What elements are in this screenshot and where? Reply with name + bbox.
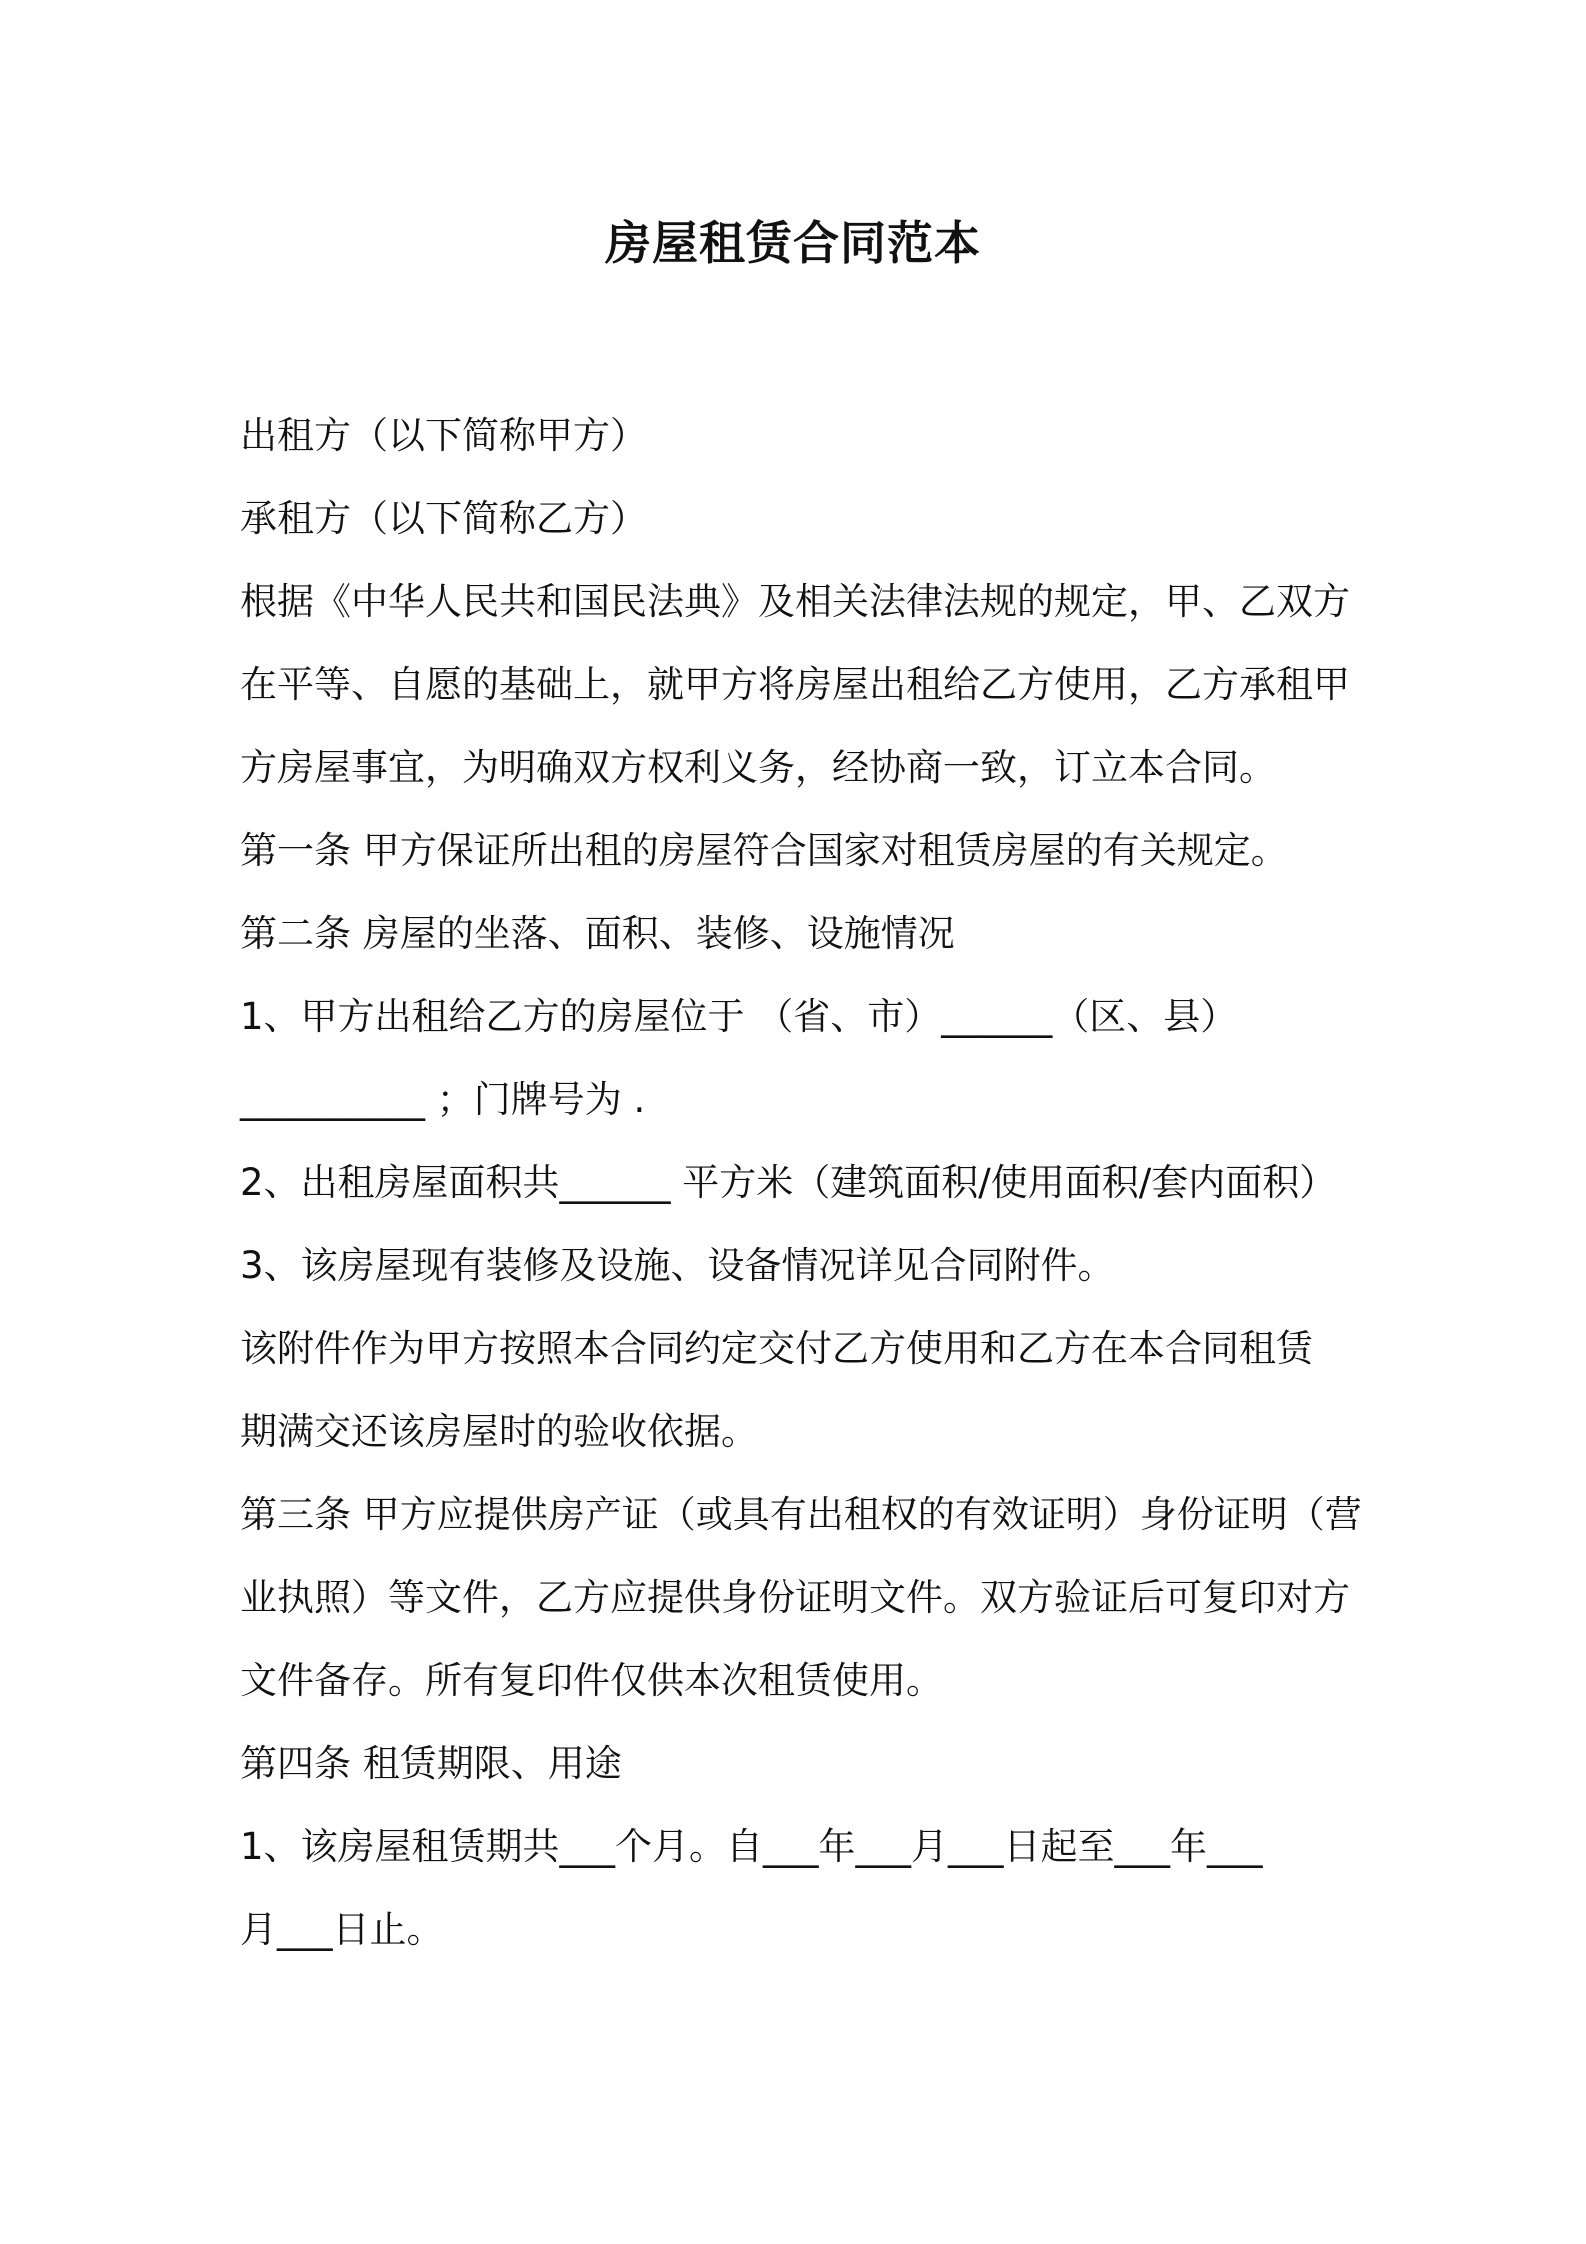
text-line-article-2: 第二条 房屋的坐落、面积、装修、设施情况 [240, 912, 955, 955]
text-line-attachment-1: 该附件作为甲方按照本合同约定交付乙方使用和乙方在本合同租赁 [240, 1327, 1313, 1370]
text-line-term-2: 月___日止。 [240, 1908, 444, 1951]
text-line-preamble-2: 在平等、自愿的基础上，就甲方将房屋出租给乙方使用，乙方承租甲 [240, 663, 1350, 706]
text-line-lessee: 承租方（以下简称乙方） [240, 497, 647, 540]
text-line-article-3-2: 业执照）等文件，乙方应提供身份证明文件。双方验证后可复印对方 [240, 1576, 1350, 1619]
text-line-article-3-1: 第三条 甲方应提供房产证（或具有出租权的有效证明）身份证明（营 [240, 1493, 1362, 1536]
text-line-location: 1、甲方出租给乙方的房屋位于 （省、市）______（区、县） [240, 995, 1238, 1038]
text-line-article-1: 第一条 甲方保证所出租的房屋符合国家对租赁房屋的有关规定。 [240, 829, 1288, 872]
text-line-door-number: __________ ；门牌号为 . [240, 1078, 646, 1121]
text-line-area: 2、出租房屋面积共______ 平方米（建筑面积/使用面积/套内面积） [240, 1161, 1337, 1204]
document-title: 房屋租赁合同范本 [605, 216, 981, 270]
text-line-attachment-2: 期满交还该房屋时的验收依据。 [240, 1410, 758, 1453]
text-line-facilities: 3、该房屋现有装修及设施、设备情况详见合同附件。 [240, 1244, 1115, 1287]
text-line-preamble-1: 根据《中华人民共和国民法典》及相关法律法规的规定，甲、乙双方 [240, 580, 1350, 623]
text-line-article-4: 第四条 租赁期限、用途 [240, 1742, 622, 1785]
document-body [240, 406, 1360, 1983]
text-line-preamble-3: 方房屋事宜，为明确双方权利义务，经协商一致，订立本合同。 [240, 746, 1276, 789]
text-line-term-1: 1、该房屋租赁期共___个月。自___年___月___日起至___年___ [240, 1825, 1263, 1868]
text-line-article-3-3: 文件备存。所有复印件仅供本次租赁使用。 [240, 1659, 943, 1702]
text-line-lessor: 出租方（以下简称甲方） [240, 414, 647, 457]
